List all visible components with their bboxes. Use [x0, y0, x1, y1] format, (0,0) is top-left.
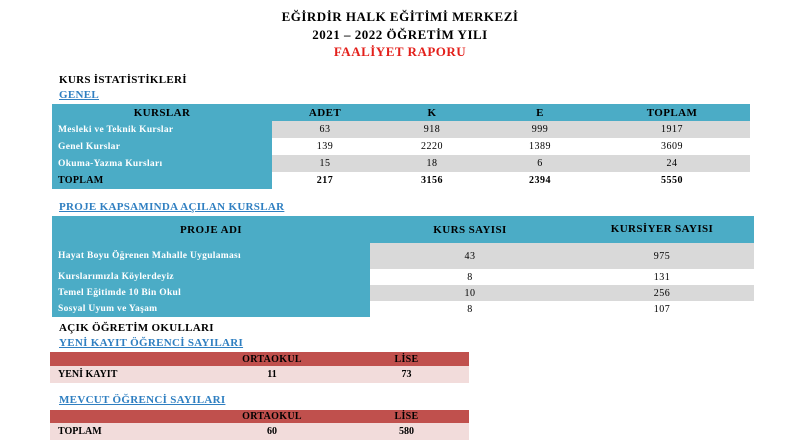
row-label: Temel Eğitimde 10 Bin Okul	[52, 285, 370, 301]
cell-value: 975	[570, 243, 754, 269]
cell-value: 8	[370, 269, 570, 285]
table-row	[50, 423, 469, 440]
proje-col-kursiyer-sayisi: KURSİYER SAYISI	[570, 216, 754, 243]
acik-section-title: AÇIK ÖĞRETİM OKULLARI	[59, 322, 214, 334]
cell-value: 217	[272, 172, 378, 189]
header-year: 2021 – 2022 ÖĞRETİM YILI	[312, 27, 488, 42]
yeni-kayit-link[interactable]: YENİ KAYIT ÖĞRENCİ SAYILARI	[59, 337, 244, 349]
table-row	[52, 301, 754, 317]
proje-table	[52, 216, 754, 317]
row-label: Sosyal Uyum ve Yaşam	[52, 301, 370, 317]
cell-value: 139	[272, 138, 378, 155]
table-row	[52, 155, 750, 172]
kurs-col-toplam: TOPLAM	[594, 104, 750, 121]
yeni-col-blank	[50, 352, 200, 366]
yeni-col-lise: LİSE	[344, 352, 469, 366]
kurs-col-k: K	[378, 104, 486, 121]
header-report: FAALİYET RAPORU	[333, 44, 467, 59]
cell-value: 15	[272, 155, 378, 172]
table-row-total	[52, 172, 750, 189]
mevcut-table	[50, 410, 469, 440]
cell-value: 3609	[594, 138, 750, 155]
row-label: Hayat Boyu Öğrenen Mahalle Uygulaması	[52, 243, 370, 269]
row-label: TOPLAM	[52, 172, 272, 189]
cell-value: 63	[272, 121, 378, 138]
cell-value: 580	[344, 423, 469, 440]
cell-value: 10	[370, 285, 570, 301]
cell-value: 8	[370, 301, 570, 317]
cell-value: 43	[370, 243, 570, 269]
row-label: Okuma-Yazma Kursları	[52, 155, 272, 172]
row-label: Kurslarımızla Köylerdeyiz	[52, 269, 370, 285]
cell-value: 2394	[486, 172, 594, 189]
row-label: YENİ KAYIT	[50, 366, 200, 383]
cell-value: 918	[378, 121, 486, 138]
cell-value: 131	[570, 269, 754, 285]
cell-value: 256	[570, 285, 754, 301]
kurs-col-e: E	[486, 104, 594, 121]
table-row	[50, 366, 469, 383]
table-row	[52, 138, 750, 155]
kurs-table	[52, 104, 750, 189]
cell-value: 24	[594, 155, 750, 172]
cell-value: 11	[200, 366, 344, 383]
cell-value: 999	[486, 121, 594, 138]
genel-link[interactable]: GENEL	[59, 89, 100, 101]
kurs-section-title: KURS İSTATİSTİKLERİ	[59, 74, 187, 86]
proje-link[interactable]: PROJE KAPSAMINDA AÇILAN KURSLAR	[59, 201, 285, 213]
cell-value: 18	[378, 155, 486, 172]
cell-value: 3156	[378, 172, 486, 189]
row-label: Mesleki ve Teknik Kurslar	[52, 121, 272, 138]
row-label: Genel Kurslar	[52, 138, 272, 155]
cell-value: 73	[344, 366, 469, 383]
cell-value: 1389	[486, 138, 594, 155]
yeni-kayit-table	[50, 352, 469, 383]
table-row	[52, 243, 754, 269]
kurs-col-adet: ADET	[272, 104, 378, 121]
cell-value: 2220	[378, 138, 486, 155]
cell-value: 60	[200, 423, 344, 440]
proje-col-kurs-sayisi: KURS SAYISI	[370, 216, 570, 243]
cell-value: 107	[570, 301, 754, 317]
cell-value: 6	[486, 155, 594, 172]
table-row	[52, 121, 750, 138]
kurs-col-kurslar: KURSLAR	[52, 104, 272, 121]
mevcut-col-blank	[50, 410, 200, 423]
mevcut-col-ortaokul: ORTAOKUL	[200, 410, 344, 423]
cell-value: 5550	[594, 172, 750, 189]
table-row	[52, 285, 754, 301]
proje-col-adi: PROJE ADI	[52, 216, 370, 243]
row-label: TOPLAM	[50, 423, 200, 440]
header-title: EĞİRDİR HALK EĞİTİMİ MERKEZİ	[281, 9, 519, 24]
mevcut-link[interactable]: MEVCUT ÖĞRENCİ SAYILARI	[59, 394, 226, 406]
yeni-col-ortaokul: ORTAOKUL	[200, 352, 344, 366]
mevcut-col-lise: LİSE	[344, 410, 469, 423]
table-row	[52, 269, 754, 285]
cell-value: 1917	[594, 121, 750, 138]
